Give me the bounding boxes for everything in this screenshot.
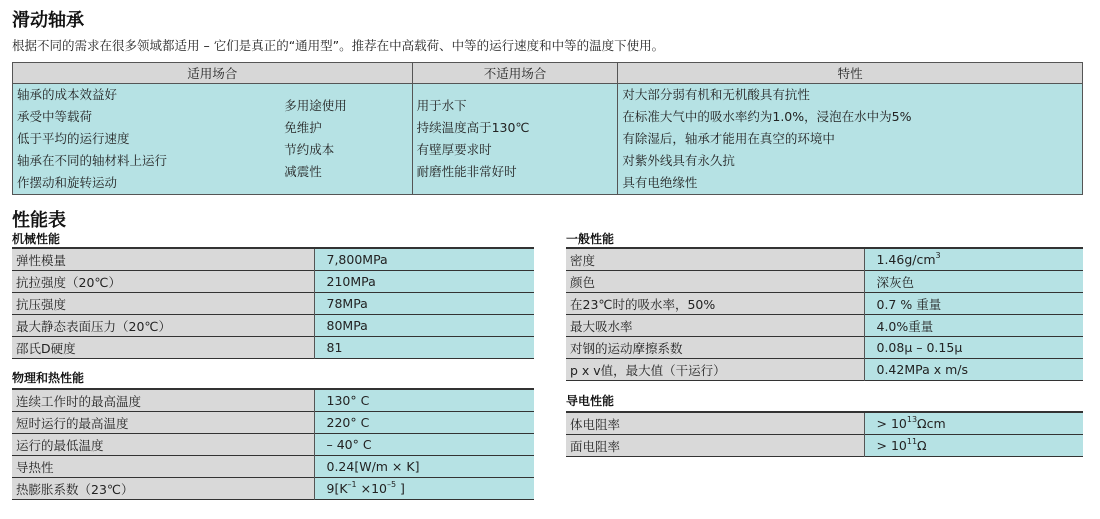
table-row	[12, 456, 534, 478]
property-name: p x v值，最大值（干运行）	[566, 359, 864, 381]
header-features: 特性	[618, 63, 1083, 84]
header-suitable: 适用场合	[13, 63, 413, 84]
property-value: 210MPa	[314, 271, 534, 293]
thermal-section-title: 物理和热性能	[12, 371, 85, 385]
application-table-body	[13, 84, 1083, 195]
property-name: 弹性模量	[12, 248, 314, 271]
mechanical-table	[12, 247, 534, 359]
list-item: 用于水下	[416, 98, 467, 113]
table-row	[12, 315, 534, 337]
list-item: 具有电绝缘性	[622, 175, 698, 190]
property-name: 抗压强度	[12, 293, 314, 315]
application-table-header	[13, 63, 1083, 84]
unsuitable-list	[412, 84, 618, 195]
property-name: 在23℃时的吸水率，50%	[566, 293, 864, 315]
table-row	[12, 337, 534, 359]
property-name: 颜色	[566, 271, 864, 293]
property-name: 面电阻率	[566, 435, 864, 457]
table-row	[12, 293, 534, 315]
list-item: 对大部分弱有机和无机酸具有抗性	[622, 87, 810, 102]
table-row	[566, 293, 1083, 315]
application-table	[12, 62, 1083, 195]
list-item: 承受中等载荷	[17, 109, 93, 124]
general-section-title: 一般性能	[566, 232, 615, 246]
performance-title: 性能表	[12, 210, 66, 231]
property-value: 7,800MPa	[314, 248, 534, 271]
property-value: 0.24[W/m × K]	[314, 456, 534, 478]
list-item: 节约成本	[284, 142, 335, 157]
list-item: 减震性	[284, 164, 322, 179]
property-name: 导热性	[12, 456, 314, 478]
page-title: 滑动轴承	[12, 10, 84, 31]
list-item: 耐磨性能非常好时	[416, 164, 517, 179]
property-value: 80MPa	[314, 315, 534, 337]
property-value: 0.42MPa x m/s	[864, 359, 1083, 381]
property-value: 130° C	[314, 389, 534, 412]
list-item: 有除湿后，轴承才能用在真空的环境中	[622, 131, 835, 146]
property-name: 抗拉强度（20℃）	[12, 271, 314, 293]
list-item: 对紫外线具有永久抗	[622, 153, 735, 168]
list-item: 持续温度高于130℃	[416, 120, 530, 135]
table-row	[566, 337, 1083, 359]
electrical-section-title: 导电性能	[566, 394, 615, 408]
suitable-list-2	[280, 84, 412, 195]
list-item: 作摆动和旋转运动	[17, 175, 118, 190]
general-table	[566, 247, 1083, 381]
property-value: $9[K^{-1} \times 10^{-5}$ ]	[314, 478, 534, 500]
property-name: 运行的最低温度	[12, 434, 314, 456]
property-value: 81	[314, 337, 534, 359]
property-name: 体电阻率	[566, 412, 864, 435]
electrical-table	[566, 411, 1083, 457]
list-item: 多用途使用	[284, 98, 347, 113]
property-name: 对钢的运动摩擦系数	[566, 337, 864, 359]
table-row	[566, 248, 1083, 271]
list-item: 轴承在不同的轴材料上运行	[17, 153, 168, 168]
property-value: 深灰色	[864, 271, 1083, 293]
table-row	[566, 412, 1083, 435]
property-name: 连续工作时的最高温度	[12, 389, 314, 412]
property-name: 最大静态表面压力（20℃）	[12, 315, 314, 337]
property-value: 0.08μ – 0.15μ	[864, 337, 1083, 359]
table-row	[12, 478, 534, 500]
table-row	[566, 359, 1083, 381]
list-item: 免维护	[284, 120, 322, 135]
list-item: 轴承的成本效益好	[17, 87, 118, 102]
property-value: > $10^{11}\Omega$	[864, 435, 1083, 457]
property-value: 78MPa	[314, 293, 534, 315]
table-row	[12, 248, 534, 271]
table-row	[566, 435, 1083, 457]
property-name: 热膨胀系数（23℃）	[12, 478, 314, 500]
property-value: > $10^{13}\Omega cm$	[864, 412, 1083, 435]
intro-text: 根据不同的需求在很多领域都适用 – 它们是真正的“通用型”。推荐在中高载荷、中等的运行速度和中等的温度下使用。	[12, 38, 665, 53]
features-list	[618, 84, 1083, 195]
property-name: 最大吸水率	[566, 315, 864, 337]
property-name: 密度	[566, 248, 864, 271]
table-row	[12, 412, 534, 434]
table-row	[12, 271, 534, 293]
thermal-table	[12, 388, 534, 500]
property-name: 邵氏D硬度	[12, 337, 314, 359]
property-value: 0.7 % 重量	[864, 293, 1083, 315]
table-row	[12, 434, 534, 456]
property-name: 短时运行的最高温度	[12, 412, 314, 434]
header-unsuitable: 不适用场合	[412, 63, 618, 84]
table-row	[566, 315, 1083, 337]
suitable-list-1	[13, 84, 281, 195]
table-row	[12, 389, 534, 412]
property-value: – 40° C	[314, 434, 534, 456]
property-value: 220° C	[314, 412, 534, 434]
property-value: $1.46g/cm^3$	[864, 248, 1083, 271]
table-row	[566, 271, 1083, 293]
mechanical-section-title: 机械性能	[12, 232, 61, 246]
list-item: 有壁厚要求时	[416, 142, 492, 157]
property-value: 4.0%重量	[864, 315, 1083, 337]
list-item: 低于平均的运行速度	[17, 131, 130, 146]
list-item: 在标准大气中的吸水率约为1.0%，浸泡在水中为5%	[622, 109, 912, 124]
